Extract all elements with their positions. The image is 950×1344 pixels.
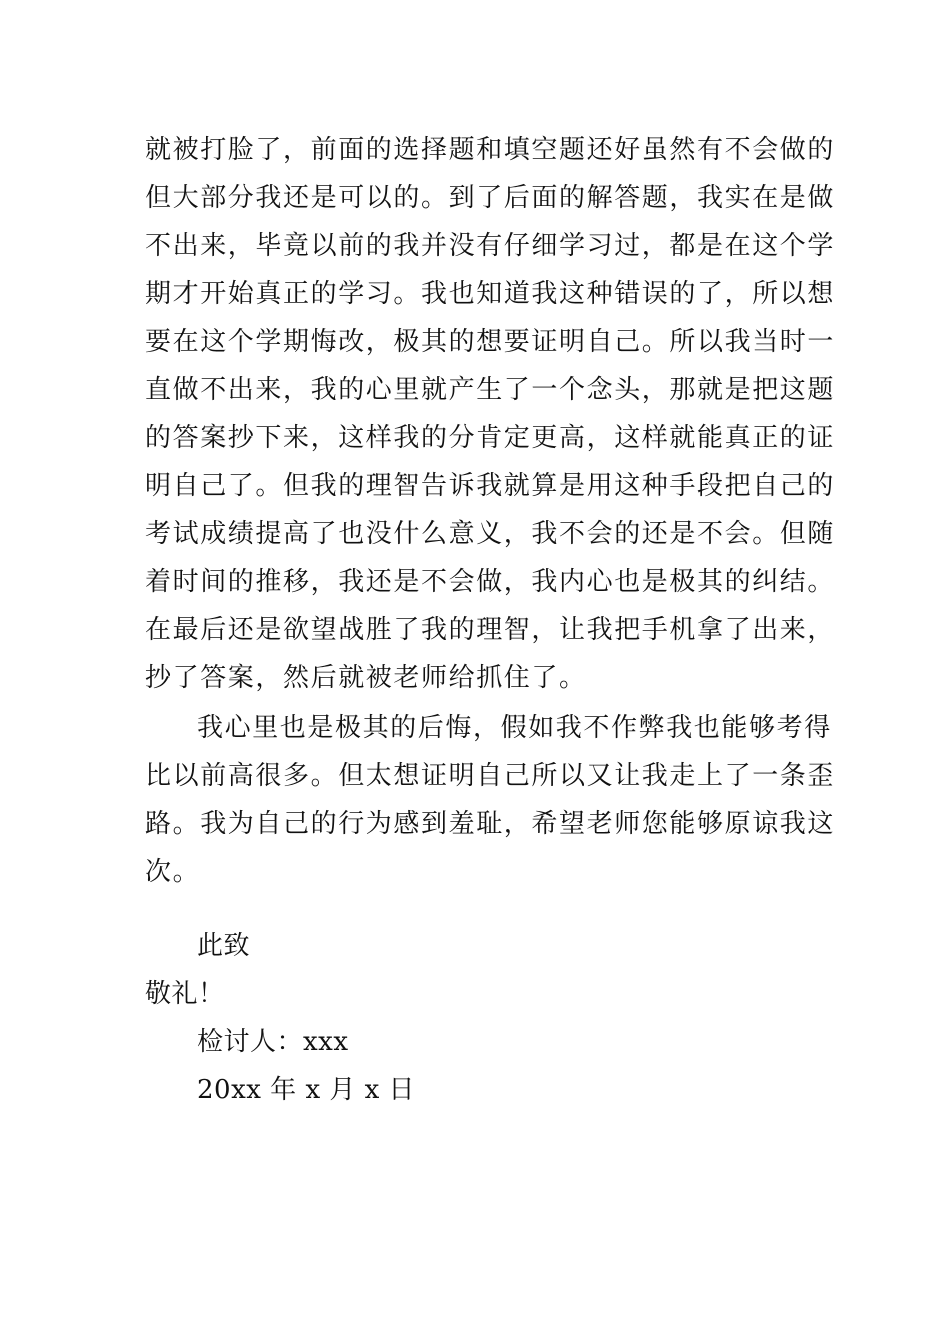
closing-jingli: 敬礼！ (145, 979, 225, 1009)
text-line: 期才开始真正的学习。我也知道我这种错误的了，所以想 (145, 279, 836, 309)
text-line: 就被打脸了，前面的选择题和填空题还好虽然有不会做的 (145, 135, 836, 165)
paragraph-1 (145, 126, 836, 702)
text-line: 考试成绩提高了也没什么意义，我不会的还是不会。但随 (145, 519, 836, 549)
text-line: 抄了答案，然后就被老师给抓住了。 (145, 663, 587, 693)
text-line: 的答案抄下来，这样我的分肯定更高，这样就能真正的证 (145, 423, 836, 453)
text-line: 路。我为自己的行为感到羞耻，希望老师您能够原谅我这 (145, 809, 836, 839)
text-line: 比以前高很多。但太想证明自己所以又让我走上了一条歪 (145, 761, 836, 791)
paragraph-2 (145, 704, 836, 896)
text-line: 直做不出来，我的心里就产生了一个念头，那就是把这题 (145, 375, 836, 405)
letter-closing (145, 922, 745, 1114)
text-line: 明自己了。但我的理智告诉我就算是用这种手段把自己的 (145, 471, 836, 501)
date-line: 20xx 年 x 月 x 日 (197, 1075, 416, 1105)
text-line: 我心里也是极其的后悔，假如我不作弊我也能够考得 (197, 713, 832, 743)
text-line: 着时间的推移，我还是不会做，我内心也是极其的纠结。 (145, 567, 836, 597)
text-line: 要在这个学期悔改，极其的想要证明自己。所以我当时一 (145, 327, 836, 357)
closing-cizhi: 此致 (197, 931, 251, 961)
letter-body (145, 126, 836, 896)
signer-line: 检讨人：xxx (197, 1027, 349, 1057)
text-line: 次。 (145, 857, 201, 887)
text-line: 但大部分我还是可以的。到了后面的解答题，我实在是做 (145, 183, 836, 213)
text-line: 在最后还是欲望战胜了我的理智，让我把手机拿了出来， (145, 615, 836, 645)
text-line: 不出来，毕竟以前的我并没有仔细学习过，都是在这个学 (145, 231, 836, 261)
